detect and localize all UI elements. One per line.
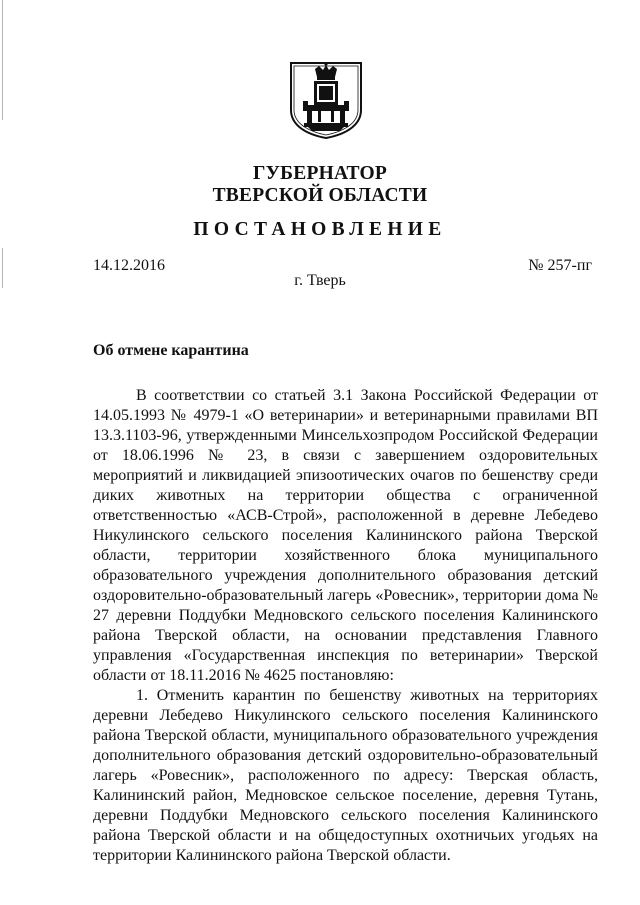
document-city: г. Тверь [294,272,346,289]
body-paragraph: 1. Отменить карантин по бешенству животных на территориях деревни Лебедево Никулинского сельского поселения Калининского района Тверской области, муниципального образовательного учреждения дополнительного образования детский оздоровительно-образовательный лагерь «Ровесник», расположенного по адресу: Тверская область, Калининский район, Медновское сельское поселение, деревня Тутань, деревни Поддубки Медновского сельского поселения Калининского района Тверской области и на общедоступных охотничьих угодьях на территории Калининского района Тверской области. [93,687,598,864]
document-date: 14.12.2016 [93,257,165,274]
document-subject: Об отмене карантина [93,342,249,359]
document-number: № 257-пг [528,257,592,274]
issuer-title-line1: ГУБЕРНАТОР [253,163,387,184]
scan-edge-line [2,0,3,120]
issuer-title-line2: ТВЕРСКОЙ ОБЛАСТИ [212,185,428,206]
document-body [93,386,598,866]
body-paragraph: В соответствии со статьей 3.1 Закона Российской Федерации от 14.05.1993 № 4979-1 «О ветеринарии» и ветеринарными правилами ВП 13.3.1103-96, утвержденными Минсельхозпродом Российской Федерации от 18.06.1996 № 23, в связи с завершением оздоровительных мероприятий и ликвидацией эпизоотических очагов по бешенству среди диких животных на территории общества с ограниченной ответственностью «АСВ-Строй», расположенной в деревне Лебедево Никулинского сельского поселения Калининского района Тверской области, территории хозяйственного блока муниципального образовательного учреждения дополнительного образования детский оздоровительно-образовательный лагерь «Ровесник», территории дома № 27 деревни Поддубки Медновского сельского поселения Калининского района Тверской области, на основании представления Главного управления «Государственная инспекция по ветеринарии» Тверской области от 18.11.2016 № 4625 постановляю: [93,387,598,684]
document-type-heading: ПОСТАНОВЛЕНИЕ [193,219,447,240]
tver-coat-of-arms-icon [288,60,364,140]
